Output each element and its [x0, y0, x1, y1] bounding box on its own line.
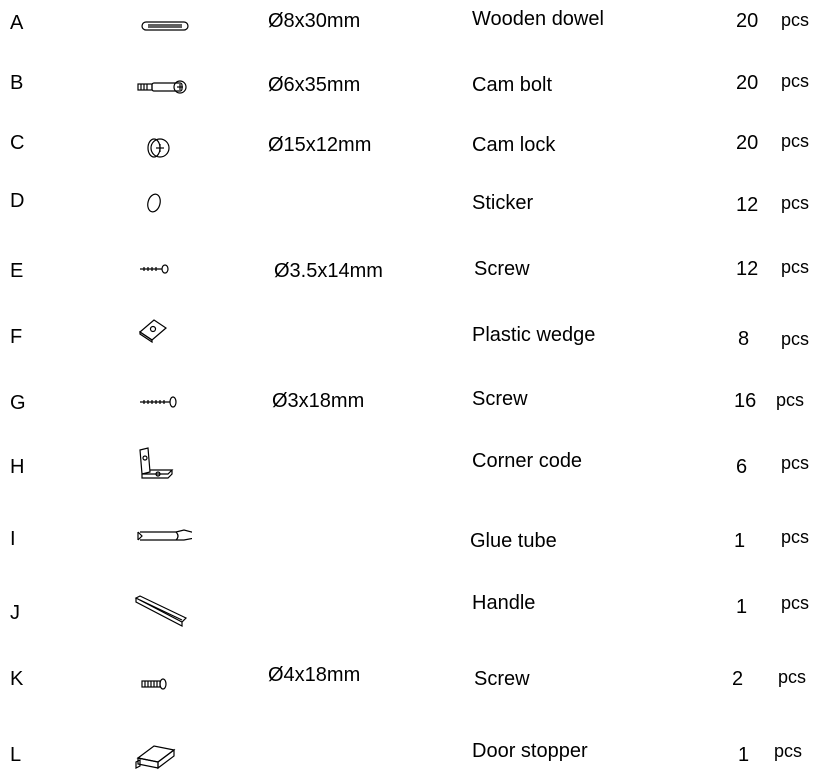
sticker-icon: [128, 184, 192, 224]
part-letter: K: [10, 668, 24, 690]
part-quantity: 20: [736, 72, 759, 94]
part-name: Plastic wedge: [472, 324, 596, 346]
part-quantity: 8: [738, 328, 750, 350]
part-dimension: Ø4x18mm: [268, 664, 361, 686]
part-letter: E: [10, 260, 24, 282]
part-unit: pcs: [781, 131, 810, 151]
part-name: Corner code: [472, 450, 583, 472]
part-quantity: 6: [736, 456, 748, 478]
part-quantity: 1: [734, 530, 746, 552]
part-quantity: 20: [736, 132, 759, 154]
part-row-i: [0, 522, 838, 562]
part-unit: pcs: [781, 329, 810, 349]
cam-bolt-icon: [128, 68, 192, 108]
part-name: Glue tube: [470, 530, 557, 552]
part-quantity: 2: [732, 668, 744, 690]
part-dimension: Ø15x12mm: [268, 134, 372, 156]
corner-code-icon: [128, 446, 192, 486]
part-row-f: [0, 318, 838, 358]
part-letter: I: [10, 528, 16, 550]
part-name: Handle: [472, 592, 536, 614]
part-dimension: Ø6x35mm: [268, 74, 361, 96]
glue-tube-icon: [128, 520, 192, 560]
part-quantity: 12: [736, 194, 759, 216]
handle-icon: [128, 594, 192, 634]
part-unit: pcs: [781, 193, 810, 213]
part-row-a: [0, 8, 838, 48]
door-stopper-icon: [128, 732, 192, 772]
part-row-b: [0, 68, 838, 108]
part-dimension: Ø8x30mm: [268, 10, 361, 32]
part-letter: F: [10, 326, 23, 348]
part-name: Door stopper: [472, 740, 588, 762]
part-dimension: Ø3x18mm: [272, 390, 365, 412]
part-name: Cam bolt: [472, 74, 553, 96]
part-name: Screw: [474, 258, 530, 280]
part-unit: pcs: [776, 390, 805, 410]
part-letter: L: [10, 744, 22, 766]
part-row-c: [0, 128, 838, 168]
part-unit: pcs: [774, 741, 803, 761]
part-unit: pcs: [778, 667, 807, 687]
screw-icon: [128, 664, 192, 704]
plastic-wedge-icon: [128, 310, 192, 350]
part-unit: pcs: [781, 257, 810, 277]
part-dimension: Ø3.5x14mm: [274, 260, 383, 282]
part-unit: pcs: [781, 10, 810, 30]
part-letter: H: [10, 456, 25, 478]
screw-icon: [128, 250, 192, 290]
part-letter: C: [10, 132, 25, 154]
part-row-k: [0, 662, 838, 702]
part-name: Screw: [474, 668, 530, 690]
part-row-h: [0, 446, 838, 486]
part-unit: pcs: [781, 71, 810, 91]
part-unit: pcs: [781, 453, 810, 473]
part-quantity: 20: [736, 10, 759, 32]
part-quantity: 1: [738, 744, 750, 766]
part-name: Screw: [472, 388, 528, 410]
part-letter: A: [10, 12, 24, 34]
part-row-e: [0, 252, 838, 292]
part-unit: pcs: [781, 593, 810, 613]
part-letter: J: [10, 602, 20, 624]
part-row-d: [0, 186, 838, 226]
screw-icon: [128, 382, 192, 422]
cam-lock-icon: [128, 128, 192, 168]
part-name: Sticker: [472, 192, 534, 214]
part-quantity: 1: [736, 596, 748, 618]
part-name: Wooden dowel: [472, 8, 604, 30]
part-letter: D: [10, 190, 25, 212]
wooden-dowel-icon: [128, 8, 192, 48]
part-quantity: 16: [734, 390, 757, 412]
part-row-g: [0, 384, 838, 424]
part-letter: G: [10, 392, 26, 414]
part-unit: pcs: [781, 527, 810, 547]
part-letter: B: [10, 72, 24, 94]
part-row-j: [0, 588, 838, 628]
part-quantity: 12: [736, 258, 759, 280]
part-name: Cam lock: [472, 134, 556, 156]
part-row-l: [0, 734, 838, 774]
